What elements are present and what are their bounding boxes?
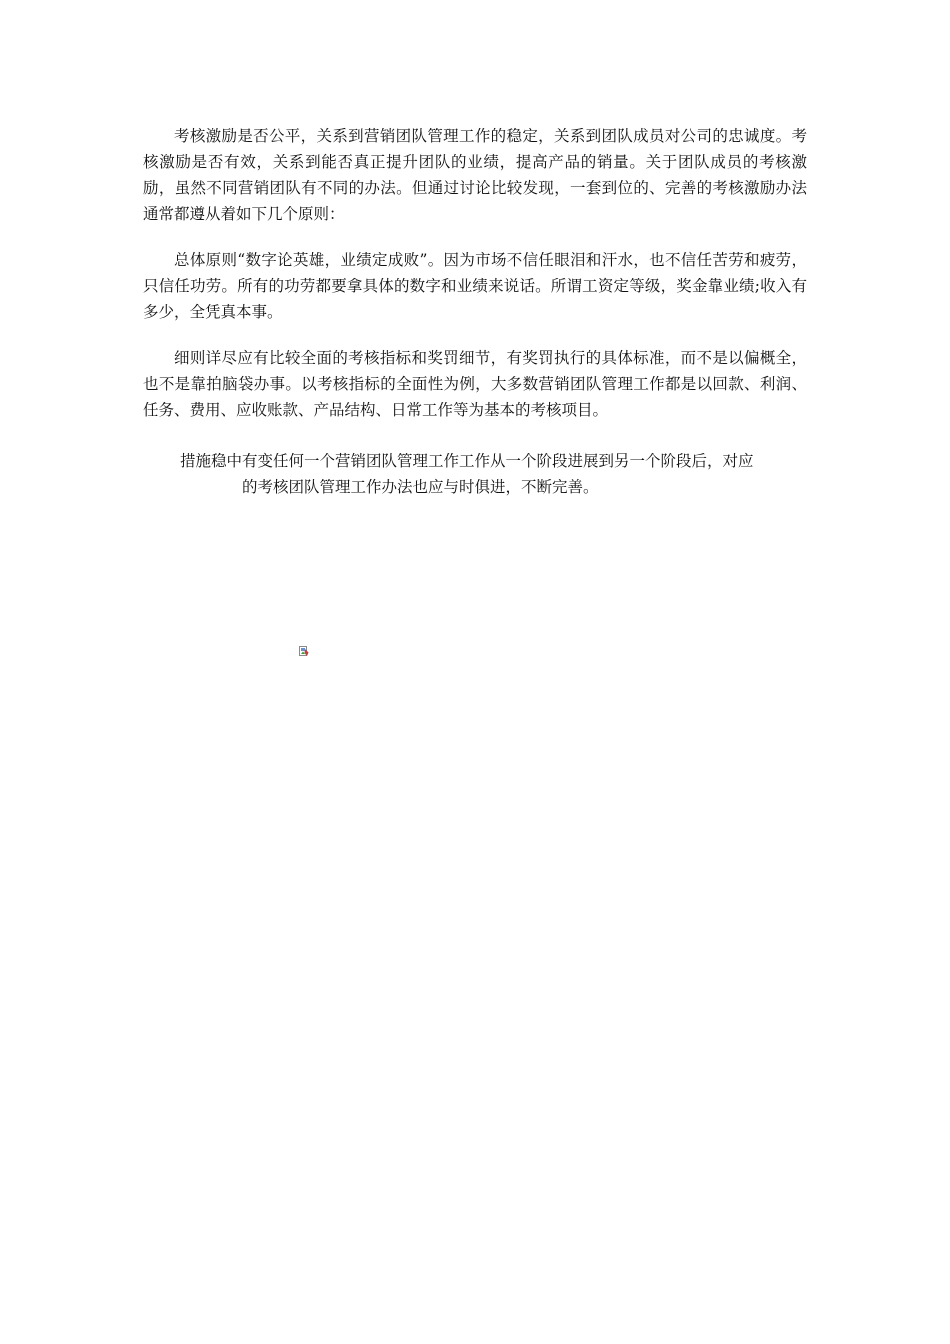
- paragraph-measures-line2: 的考核团队管理工作办法也应与时俱进，不断完善。: [242, 478, 599, 496]
- paragraph-detailed-rules: 细则详尽应有比较全面的考核指标和奖罚细节，有奖罚执行的具体标准，而不是以偏概全，也不是靠拍脑袋办事。以考核指标的全面性为例，大多数营销团队管理工作都是以回款、利润、任务、费用、应收账款、产品结构、日常工作等为基本的考核项目。: [143, 349, 807, 419]
- paragraph-measures: [180, 448, 810, 500]
- broken-image-icon: [299, 646, 309, 657]
- paragraph-overall-principle: 总体原则“数字论英雄，业绩定成败”。因为市场不信任眼泪和汗水，也不信任苦劳和疲劳，只信任功劳。所有的功劳都要拿具体的数字和业绩来说话。所谓工资定等级，奖金靠业绩;收入有多少，全凭真本事。: [143, 251, 807, 321]
- paragraph-measures-line1: 措施稳中有变任何一个营销团队管理工作工作从一个阶段进展到另一个阶段后，对应: [180, 452, 754, 470]
- paragraph-assessment-intro: 考核激励是否公平，关系到营销团队管理工作的稳定，关系到团队成员对公司的忠诚度。考核激励是否有效，关系到能否真正提升团队的业绩，提高产品的销量。关于团队成员的考核激励，虽然不同营销团队有不同的办法。但通过讨论比较发现，一套到位的、完善的考核激励办法通常都遵从着如下几个原则：: [143, 127, 807, 223]
